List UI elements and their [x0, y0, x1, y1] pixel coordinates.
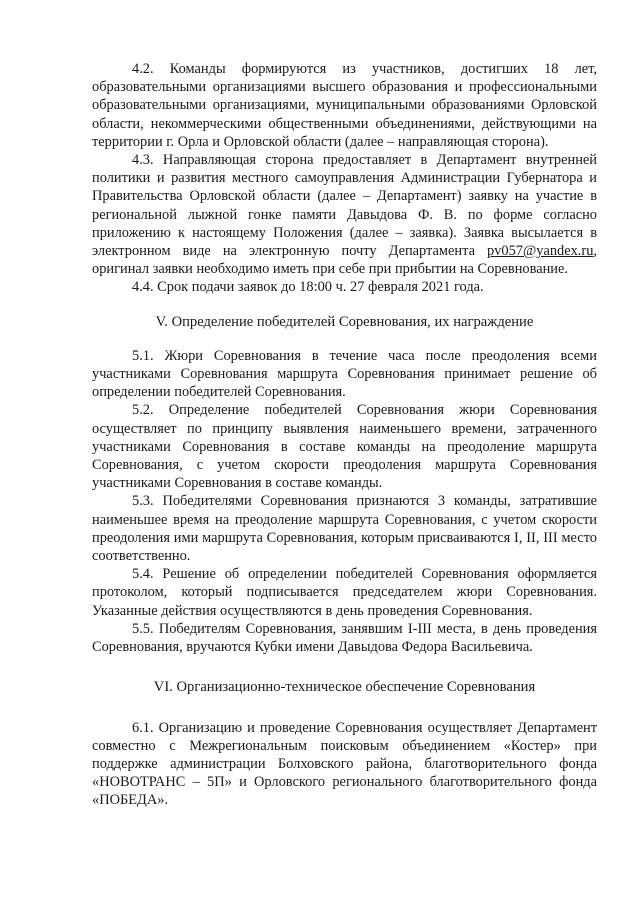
- section-heading-vi: VI. Организационно-техническое обеспечение Соревнования: [153, 679, 536, 696]
- paragraph-4-3-text: 4.3. Направляющая сторона предоставляет в Департамент внутренней политики и развития местного самоуправления Администрации Губернатора и Правительства Орловской области (далее – Департамент) заявку на участие в региональной лыжной гонке памяти Давыдова Ф. В. по форме согласно приложению к настоящему Положения (далее – заявка). Заявка высылается в электронном виде на электронную почту Департамента: [92, 152, 597, 260]
- section-heading-v: V. Определение победителей Соревнования, их награждение: [155, 313, 534, 330]
- paragraph-5-4: 5.4. Решение об определении победителей Соревнования оформляется протоколом, который подписывается председателем жюри Соревнования. Указанные действия осуществляются в день проведения Соревнования.: [92, 566, 597, 619]
- paragraph-5-1: 5.1. Жюри Соревнования в течение часа после преодоления всеми участниками Соревнования маршрута Соревнования принимает решение об определении победителей Соревнования.: [92, 347, 597, 401]
- paragraph-4-3: [92, 151, 597, 278]
- paragraph-4-3-tail: , оригинал заявки необходимо иметь при себе при прибытии на Соревнование.: [92, 243, 597, 278]
- paragraph-6-1: 6.1. Организацию и проведение Соревнования осуществляет Департамент совместно с Межрегиональным поисковым объединением «Костер» при поддержке администрации Болховского района, благотворительного фонда «НОВОТРАНС – 5П» и Орловского регионального благотворительного фонда «ПОБЕДА».: [92, 719, 597, 809]
- email-link[interactable]: pv057@yandex.ru: [487, 243, 594, 260]
- paragraph-5-2: 5.2. Определение победителей Соревнования жюри Соревнования осуществляет по принципу выявления наименьшего времени, затраченного участниками Соревнования в составе команды на преодоление маршрута Соревнования, с учетом скорости преодоления маршрута Соревнования участниками Соревнования в составе команды.: [92, 402, 597, 492]
- paragraph-5-3: 5.3. Победителями Соревнования признаются 3 команды, затратившие наименьшее время на преодоление маршрута Соревнования, с учетом скорости преодоления ими маршрута Соревнования, которым присваиваются I, II, III место соответственно.: [92, 493, 597, 565]
- paragraph-4-4: 4.4. Срок подачи заявок до 18:00 ч. 27 февраля 2021 года.: [132, 279, 484, 296]
- paragraph-5-5: 5.5. Победителям Соревнования, занявшим I-III места, в день проведения Соревнования, вручаются Кубки имени Давыдова Федора Васильевича.: [92, 620, 597, 656]
- paragraph-4-2: 4.2. Команды формируются из участников, достигших 18 лет, образовательными организациями высшего образования и профессиональными образовательными организациями, муниципальными образованиями Орловской области, некоммерческими общественными объединениями, действующими на территории г. Орла и Орловской области (далее – направляющая сторона).: [92, 61, 597, 150]
